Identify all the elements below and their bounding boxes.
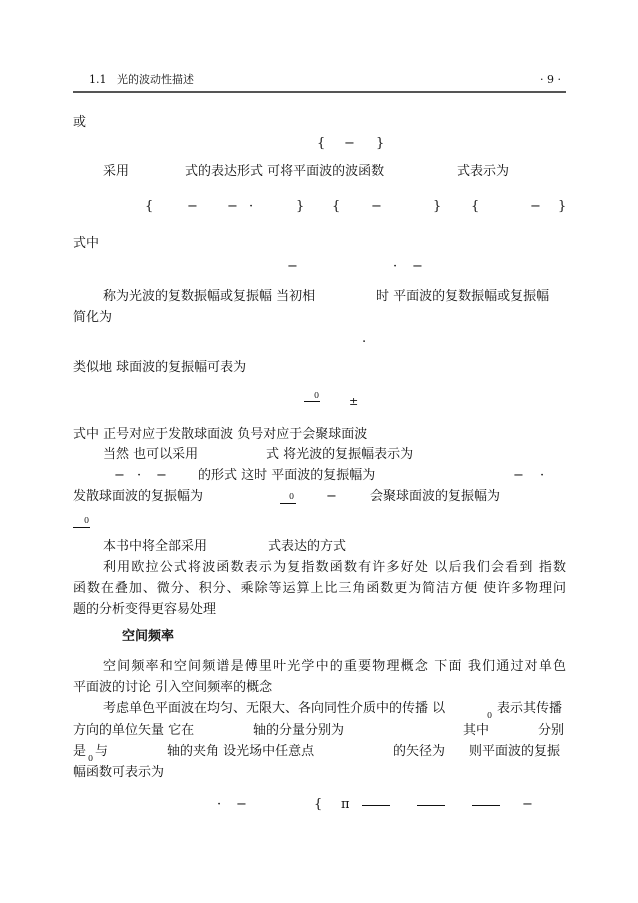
math-symbol: · bbox=[217, 797, 222, 812]
text-line: 式中 bbox=[73, 236, 100, 251]
text-segment: 式的表达形式 可将平面波的波函数 bbox=[185, 164, 385, 179]
math-symbol: 0 bbox=[84, 516, 90, 525]
math-symbol: − bbox=[522, 797, 533, 812]
text-segment: 分别 bbox=[538, 723, 565, 738]
text-line: 简化为 bbox=[73, 310, 113, 325]
math-symbol: { bbox=[145, 199, 154, 214]
text-segment: 轴的分量分别为 bbox=[253, 723, 345, 738]
text-line: 空间频率和空间频谱是傅里叶光学中的重要物理概念 下面 我们通过对单色 bbox=[103, 659, 566, 674]
math-symbol: { bbox=[332, 199, 341, 214]
text-segment: 会聚球面波的复振幅为 bbox=[370, 489, 501, 504]
math-symbol: π bbox=[341, 797, 350, 812]
text-segment: 称为光波的复数振幅或复振幅 当初相 bbox=[103, 289, 316, 304]
page-number: · 9 · bbox=[540, 73, 561, 86]
text-line: 函数在叠加、微分、积分、乘除等运算上比三角函数更为简洁方便 使许多物理问 bbox=[73, 581, 566, 596]
text-segment: 其中 bbox=[463, 723, 490, 738]
text-segment: 则平面波的复振 bbox=[469, 744, 561, 759]
text-segment: 考虑单色平面波在均匀、无限大、各向同性介质中的传播 以 bbox=[103, 701, 446, 716]
text-segment: 轴的夹角 设光场中任意点 bbox=[167, 744, 315, 759]
header-rule bbox=[73, 91, 566, 93]
math-symbol: } bbox=[558, 199, 567, 214]
math-symbol: . bbox=[362, 331, 367, 346]
math-symbol: } bbox=[296, 199, 305, 214]
section-number: 1.1 bbox=[89, 73, 107, 86]
text-line: 式中 正号对应于发散球面波 负号对应于会聚球面波 bbox=[73, 427, 368, 442]
math-symbol: 0 bbox=[487, 711, 493, 720]
math-symbol: − bbox=[326, 489, 337, 504]
math-symbol: − bbox=[513, 468, 524, 483]
math-symbol: − bbox=[227, 199, 238, 214]
math-symbol: − bbox=[530, 199, 541, 214]
math-symbol: − bbox=[187, 199, 198, 214]
text-segment: 的形式 这时 平面波的复振幅为 bbox=[198, 468, 376, 483]
math-symbol: · bbox=[137, 468, 142, 483]
text-segment: 发散球面波的复振幅为 bbox=[73, 489, 204, 504]
math-symbol: − bbox=[412, 259, 423, 274]
text-line: 利用欧拉公式将波函数表示为复指数函数有许多好处 以后我们会看到 指数 bbox=[103, 560, 566, 575]
text-segment: 表示其传播 bbox=[497, 701, 563, 716]
text-segment: 的矢径为 bbox=[393, 744, 446, 759]
text-line: 类似地 球面波的复振幅可表为 bbox=[73, 360, 247, 375]
math-symbol: 0 bbox=[289, 492, 295, 501]
math-symbol: − bbox=[287, 259, 298, 274]
text-line: 或 bbox=[73, 115, 87, 130]
text-line: 平面波的讨论 引入空间频率的概念 bbox=[73, 680, 273, 695]
math-symbol: 0 bbox=[88, 754, 94, 763]
math-symbol: } bbox=[376, 136, 385, 151]
math-symbol: − bbox=[344, 136, 355, 151]
math-symbol: { bbox=[314, 797, 323, 812]
text-segment: 方向的单位矢量 它在 bbox=[73, 723, 195, 738]
text-segment: 本书中将全部采用 bbox=[103, 539, 208, 554]
text-segment: 式表达的方式 bbox=[268, 539, 347, 554]
math-symbol: { bbox=[471, 199, 480, 214]
math-symbol: − bbox=[236, 797, 247, 812]
math-symbol: 0 bbox=[314, 391, 320, 400]
math-symbol: · bbox=[393, 259, 398, 274]
math-symbol: · bbox=[249, 199, 254, 214]
math-symbol: − bbox=[371, 199, 382, 214]
text-segment: 式 将光波的复振幅表示为 bbox=[266, 447, 414, 462]
text-line: 幅函数可表示为 bbox=[73, 765, 165, 780]
math-symbol: · bbox=[540, 468, 545, 483]
math-symbol: − bbox=[114, 468, 125, 483]
text-segment: 时 平面波的复数振幅或复振幅 bbox=[376, 289, 550, 304]
math-symbol: − bbox=[156, 468, 167, 483]
math-symbol: } bbox=[433, 199, 442, 214]
math-symbol: ± bbox=[349, 395, 359, 408]
text-segment: 当然 也可以采用 bbox=[103, 447, 199, 462]
text-segment: 采用 bbox=[103, 164, 130, 179]
math-symbol: { bbox=[317, 136, 326, 151]
text-segment: 式表示为 bbox=[457, 164, 510, 179]
text-line: 题的分析变得更容易处理 bbox=[73, 602, 217, 617]
section-title: 光的波动性描述 bbox=[117, 73, 194, 86]
section-heading: 空间频率 bbox=[122, 629, 175, 644]
text-segment: 与 bbox=[95, 744, 109, 759]
text-segment: 是 bbox=[73, 744, 87, 759]
